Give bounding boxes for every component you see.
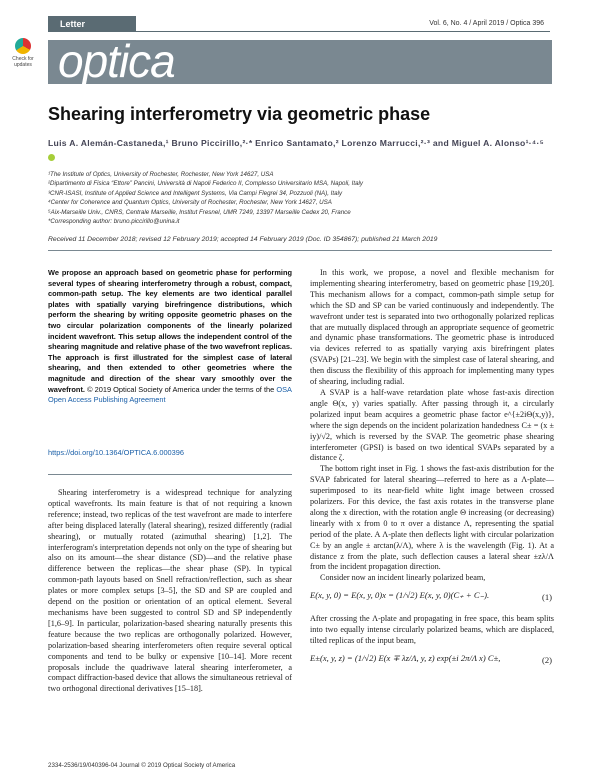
abstract-text: We propose an approach based on geometric phase for performing several types of shearing interferometry through a robust, compact, common-path setup. The key elements are two identical parallel plates with spatially varying birefringence distributions, which perform the shearing by writing opposite geometric phases on the two circular polarization components of the linearly polarized incident wavefront. This setup allows the independent control of the shearing magnitude and relative phase of the two wavefront replicas. The approach is first illustrated for the simplest case of lateral shearing, and then extended to other geometries where the magnitude and direction of the shear vary smoothly over the wavefront. [48, 268, 292, 394]
divider [48, 250, 552, 251]
section-tab: Letter [48, 16, 136, 32]
license-link[interactable]: OSA Open Access Publishing Agreement [48, 384, 292, 405]
affiliation: ⁴Center for Coherence and Quantum Optics, University of Rochester, Rochester, New York 14627, USA [48, 199, 332, 207]
equation-number: (1) [541, 592, 552, 603]
paragraph: In this work, we propose, a novel and flexible mechanism for implementing shearing interferometry, based on geometric phase [19,20]. This mechanism allows for a compact, common-path simple setup for which the SD and SP can be varied continuously and independently. The wavefront under test is separated into two orthogonally polarized replicas that are mutually displaced through an appropriate sequence of geometric and dynamic phase transformations. The geometric phase is introduced via devices referred to as spatially varying axis birefringent plates (SVAPs) [21–23]. We begin with the simplest case of lateral shearing, and then discuss the flexibility of this approach for implementing many types of shearing, including radial. [310, 268, 554, 387]
paragraph: A SVAP is a half-wave retardation plate whose fast-axis direction angle Θ(x, y) varies spatially. After passing through it, a circularly polarized input beam acquires a geometric phase factor e^{±2iΘ(x,y)}, where the sign depends on the incident polarization handedness C± = (x ± iy)/√2, which is reversed by the SVAP. The geometric phase shearing interferometer (GPSI) is based on two identical SVAPs separated by a distance ζ. [310, 387, 554, 463]
check-for-updates[interactable] [8, 38, 38, 68]
copyright: © 2019 Optical Society of America under the terms of the [87, 384, 275, 394]
divider [48, 474, 292, 475]
journal-logo: optica [58, 35, 175, 87]
check-for-updates-label: Check for updates [12, 56, 34, 68]
paragraph: After crossing the Λ-plate and propagating in free space, this beam splits into two equally intense circularly polarized beams, which are displaced, tilted replicas of the input beam, [310, 614, 554, 646]
body-column-2 [310, 268, 554, 677]
article-title: Shearing interferometry via geometric phase [48, 104, 431, 124]
paragraph: Shearing interferometry is a widespread technique for analyzing optical wavefronts. Its main feature is that of not requiring a known reference; instead, two replicas of the test wavefront are made to interfere after being displaced laterally (lateral shearing), resized differently (radial shearing), or mutually rotated (azimuthal shearing) [1,2]. The interferogram's interpretation depends not only on the type of shearing but also on its amount—the shear distance (SD)—and the relative phase difference between the replicas—the shear phase (SP). In typical common-path layouts based on Snell refraction/reflection, such as shear plates or more complex setups [3–5], the SD and SP are coupled and depend on the position or orientation of an optical element. Several mechanisms have been suggested to control SD and SP independently [1,6–9]. In particular, polarization-based shearing naturally presents this feature because the two replicas are orthogonally polarized. However, polarization-based shearing interferometers often require several optical components and tend to be bulky or expensive [10–14]. More recent proposals include the quadriwave lateral shearing interferometer, a compact diffraction-based device that allows the simultaneous retrieval of two orthogonal directional derivatives [15–18]. [48, 488, 292, 694]
equation [310, 653, 554, 671]
affiliation: ³CNR-ISASI, Institute of Applied Science and Intelligent Systems, Via Campi Flegrei 34, Pozzuoli (NA), Italy [48, 189, 343, 197]
article-dates: Received 11 December 2018; revised 12 February 2019; accepted 14 February 2019 (Doc. ID 354867); published 21 March 2019 [48, 236, 438, 243]
affiliation: ²Dipartimento di Fisica “Ettore” Pancini, Università di Napoli Federico II, Complesso Universitario MSA, Napoli, Italy [48, 180, 363, 188]
top-bar [0, 0, 600, 36]
affiliations [48, 170, 552, 226]
header-divider [136, 31, 550, 32]
journal-reference: Vol. 6, No. 4 / April 2019 / Optica 396 [429, 20, 544, 27]
equation-body: E±(x, y, z) = (1/√2) E(x ∓ λz/Λ, y, z) exp(±i 2π/Λ x) C±, [310, 653, 501, 663]
equation [310, 590, 554, 608]
body-column-1 [48, 488, 292, 695]
affiliation: ⁵Aix-Marseille Univ., CNRS, Centrale Marseille, Institut Fresnel, UMR 7249, 13397 Marseille Cedex 20, France [48, 208, 351, 216]
crossmark-icon [15, 38, 31, 54]
equation-body: E(x, y, 0) = E(x, y, 0)x = (1/√2) E(x, y, 0)(C₊ + C₋). [310, 590, 490, 601]
abstract [48, 268, 292, 406]
equation-number: (2) [541, 655, 552, 665]
paragraph: The bottom right inset in Fig. 1 shows the fast-axis distribution for the SVAP fabricated for lateral shearing—referred to here as a Λ-plate—superimposed to its near-field white light image between crossed polarizers. For this device, the fast axis rotates in the transverse plane along the x direction, with the rotation angle Θ increasing (or decreasing) linearly with x from 0 to π over a distance Λ, representing the spatial period of the plate. A Λ-plate then deflects light with circular polarization C± by an angle ± arctan(λ/Λ), where λ is the wavelength (Fig. 1). At a distance z from the plate, such deflection causes a lateral shear ±zλ/Λ from the incident propagation direction. [310, 464, 554, 572]
doi-link[interactable]: https://doi.org/10.1364/OPTICA.6.000396 [48, 448, 184, 457]
page-footer: 2334-2536/19/040396-04 Journal © 2019 Optical Society of America [48, 762, 236, 769]
paragraph: Consider now an incident linearly polarized beam, [320, 573, 486, 583]
affiliation: ¹The Institute of Optics, University of Rochester, Rochester, New York 14627, USA [48, 171, 274, 178]
author-list [48, 136, 552, 164]
authors-text: Luis A. Alemán-Castaneda,¹ Bruno Piccirillo,²·* Enrico Santamato,² Lorenzo Marrucci,²·³ and Miguel A. Alonso¹·⁴·⁵ [48, 138, 544, 148]
orcid-icon[interactable] [48, 154, 55, 161]
corresponding-author[interactable]: *Corresponding author: bruno.piccirillo@unina.it [48, 218, 180, 226]
